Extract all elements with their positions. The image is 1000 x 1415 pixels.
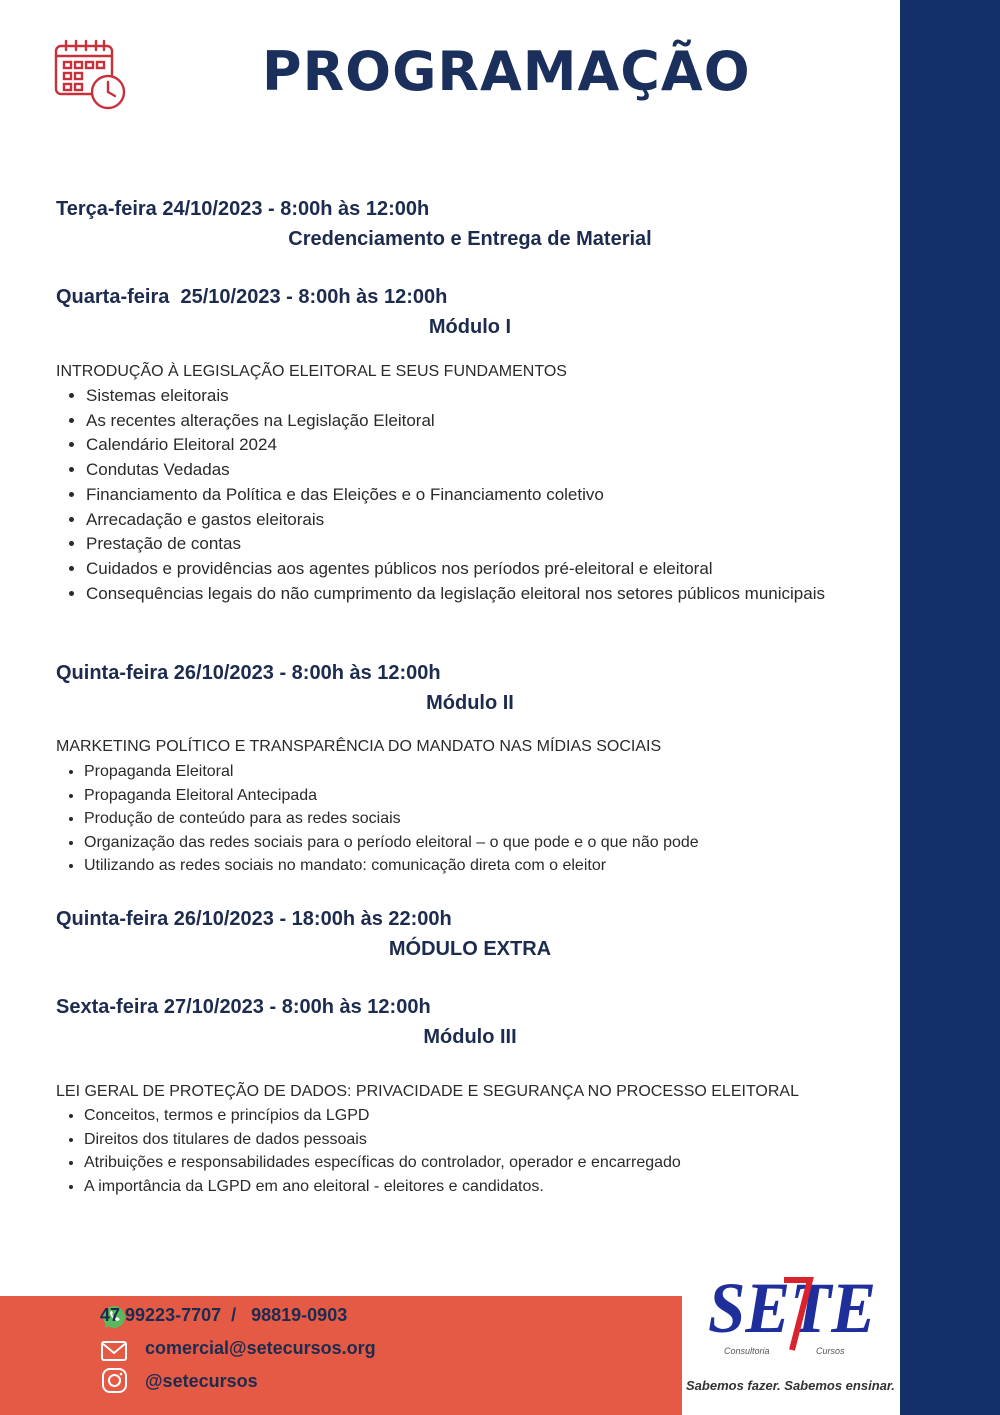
list-item: • Cuidados e providências aos agentes públicos nos períodos pré-eleitoral e eleitoral bbox=[86, 557, 846, 582]
schedule-module: Credenciamento e Entrega de Material bbox=[288, 228, 652, 250]
page-title: PROGRAMAÇÃO bbox=[262, 40, 751, 103]
topic-list bbox=[56, 1104, 844, 1198]
schedule-day: Quarta-feira 25/10/2023 - 8:00h às 12:00h bbox=[56, 286, 448, 308]
sete-logo bbox=[706, 1266, 886, 1366]
phone-number[interactable]: 47 99223-7707 / 98819-0903 bbox=[100, 1305, 348, 1325]
schedule-day: Sexta-feira 27/10/2023 - 8:00h às 12:00h bbox=[56, 996, 431, 1018]
section-title: LEI GERAL DE PROTEÇÃO DE DADOS: PRIVACIDADE E SEGURANÇA NO PROCESSO ELEITORAL bbox=[56, 1083, 799, 1100]
topic-list bbox=[56, 384, 846, 606]
list-item: • Atribuições e responsabilidades específicas do controlador, operador e encarregado bbox=[84, 1151, 844, 1175]
instagram-handle[interactable]: @setecursos bbox=[145, 1371, 258, 1391]
list-item: • Conceitos, termos e princípios da LGPD bbox=[84, 1104, 844, 1128]
list-item: • Calendário Eleitoral 2024 bbox=[86, 433, 846, 458]
schedule-day: Terça-feira 24/10/2023 - 8:00h às 12:00h bbox=[56, 198, 430, 220]
list-item: • Condutas Vedadas bbox=[86, 458, 846, 483]
list-item: • Arrecadação e gastos eleitorais bbox=[86, 508, 846, 533]
schedule-module: Módulo II bbox=[426, 692, 514, 714]
list-item: • Produção de conteúdo para as redes sociais bbox=[84, 807, 844, 831]
logo-sub-left: Consultoria bbox=[724, 1346, 770, 1356]
list-item: • As recentes alterações na Legislação Eleitoral bbox=[86, 409, 846, 434]
email-link[interactable]: comercial@setecursos.org bbox=[145, 1338, 376, 1358]
section-title: MARKETING POLÍTICO E TRANSPARÊNCIA DO MANDATO NAS MÍDIAS SOCIAIS bbox=[56, 738, 662, 755]
list-item: • Propaganda Eleitoral Antecipada bbox=[84, 784, 844, 808]
list-item: • Sistemas eleitorais bbox=[86, 384, 846, 409]
list-item: • Prestação de contas bbox=[86, 532, 846, 557]
list-item: • Utilizando as redes sociais no mandato: comunicação direta com o eleitor bbox=[84, 854, 844, 878]
list-item: • Organização das redes sociais para o período eleitoral – o que pode e o que não pode bbox=[84, 831, 844, 855]
side-bar bbox=[900, 0, 1000, 1415]
list-item: • Propaganda Eleitoral bbox=[84, 760, 844, 784]
instagram-icon bbox=[100, 1368, 128, 1394]
logo-text: SETE bbox=[708, 1268, 876, 1348]
topic-list bbox=[56, 760, 844, 878]
logo-sub-right: Cursos bbox=[816, 1346, 845, 1356]
email-icon bbox=[100, 1338, 128, 1364]
list-item: • Financiamento da Política e das Eleições e o Financiamento coletivo bbox=[86, 483, 846, 508]
schedule-day: Quinta-feira 26/10/2023 - 18:00h às 22:00h bbox=[56, 908, 452, 930]
list-item: • Consequências legais do não cumprimento da legislação eleitoral nos setores públicos municipais bbox=[86, 582, 846, 607]
slogan: Sabemos fazer. Sabemos ensinar. bbox=[686, 1378, 895, 1393]
list-item: • Direitos dos titulares de dados pessoais bbox=[84, 1128, 844, 1152]
list-item: • A importância da LGPD em ano eleitoral - eleitores e candidatos. bbox=[84, 1175, 844, 1199]
schedule-module: Módulo III bbox=[423, 1026, 517, 1048]
section-title: INTRODUÇÃO À LEGISLAÇÃO ELEITORAL E SEUS FUNDAMENTOS bbox=[56, 363, 567, 380]
calendar-clock-icon bbox=[52, 38, 130, 112]
schedule-module: MÓDULO EXTRA bbox=[388, 938, 552, 960]
schedule-module: Módulo I bbox=[428, 316, 512, 338]
schedule-day: Quinta-feira 26/10/2023 - 8:00h às 12:00h bbox=[56, 662, 441, 684]
